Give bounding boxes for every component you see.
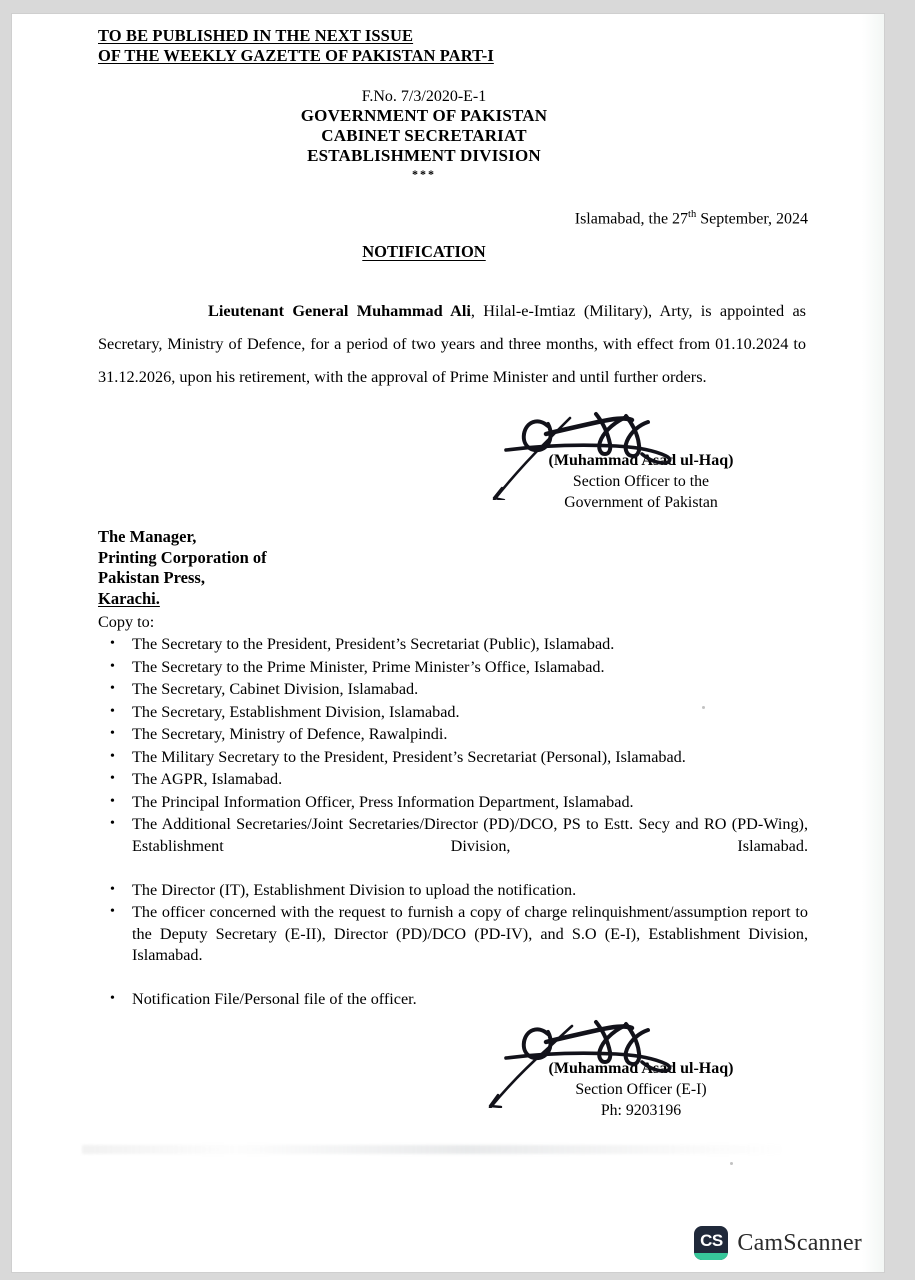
camscanner-logo-icon [694, 1226, 728, 1260]
star-divider: *** [412, 167, 436, 181]
signature-top-title-2: Government of Pakistan [564, 494, 718, 512]
camscanner-watermark [694, 1226, 862, 1260]
list-item: • The Additional Secretaries/Joint Secretaries/Director (PD)/DCO, PS to Estt. Secy and RO (PD-Wing), Establishment Division, Islamabad. [98, 814, 808, 879]
addressee-line-2: Printing Corporation of [98, 547, 267, 567]
government-line-2: CABINET SECRETARIAT [321, 126, 527, 145]
page-title-text: NOTIFICATION [362, 242, 486, 262]
camscanner-logo-accent-bar [694, 1253, 728, 1260]
copy-to-label: Copy to: [98, 613, 155, 632]
publication-note-line-1: TO BE PUBLISHED IN THE NEXT ISSUE [98, 26, 414, 45]
government-line-3: ESTABLISHMENT DIVISION [307, 146, 541, 165]
signature-top-title-1: Section Officer to the [572, 473, 710, 491]
signature-bottom-title-1: Section Officer (E-I) [575, 1080, 707, 1098]
dateline [98, 209, 808, 228]
list-item: • The Military Secretary to the President, President’s Secretariat (Personal), Islamabad. [98, 747, 808, 769]
body-subject: Lieutenant General Muhammad Ali [208, 301, 471, 321]
document-content [98, 26, 808, 1121]
signature-bottom-name: (Muhammad Asad ul-Haq) [548, 1059, 734, 1077]
addressee-line-3: Pakistan Press, [98, 568, 205, 588]
dateline-rest: September, 2024 [696, 210, 808, 228]
signature-block-top [476, 450, 806, 513]
camscanner-logo-text: CS [700, 1231, 723, 1250]
scan-speck [702, 706, 705, 709]
list-item: • The Secretary, Establishment Division, Islamabad. [98, 702, 808, 724]
body-text: , Hilal-e-Imtiaz (Military), Arty, is appointed as Secretary, Ministry of Defence, for a period of two years and three months, with effect from 01.10.2024 to 31.12.2026, upon his retirement, with the approval of Prime Minister and until further orders. [98, 301, 807, 387]
list-item: • The Secretary, Ministry of Defence, Rawalpindi. [98, 724, 808, 746]
scan-artifact [82, 1145, 782, 1154]
page-title [98, 242, 808, 262]
list-item: • The Secretary, Cabinet Division, Islamabad. [98, 679, 808, 701]
body-paragraph [98, 294, 806, 393]
list-item: • The Director (IT), Establishment Division to upload the notification. [98, 880, 808, 902]
camscanner-wordmark: CamScanner [737, 1229, 862, 1256]
list-item: • The AGPR, Islamabad. [98, 769, 808, 791]
copy-distribution-list [98, 634, 808, 1011]
publication-note [98, 26, 808, 65]
list-item: • The Secretary to the Prime Minister, Prime Minister’s Office, Islamabad. [98, 657, 808, 679]
dateline-ordinal: th [688, 209, 697, 220]
scan-speck [730, 1162, 733, 1165]
list-item: • The Principal Information Officer, Press Information Department, Islamabad. [98, 792, 808, 814]
list-item: • The Secretary to the President, President’s Secretariat (Public), Islamabad. [98, 634, 808, 656]
government-header [98, 106, 808, 166]
file-number: F.No. 7/3/2020-E-1 [361, 88, 487, 105]
list-item: • The officer concerned with the request to furnish a copy of charge relinquishment/assumption report to the Deputy Secretary (E-II), Director (PD)/DCO (PD-IV), and S.O (E-I), Establishment Division, Islamabad. [98, 902, 808, 988]
publication-note-line-2: OF THE WEEKLY GAZETTE OF PAKISTAN PART-I [98, 45, 494, 65]
signature-top-name: (Muhammad Asad ul-Haq) [548, 452, 734, 470]
document-page [12, 14, 884, 1272]
signature-bottom-phone: Ph: 9203196 [600, 1101, 682, 1119]
dateline-prefix: Islamabad, the 27 [574, 210, 689, 228]
addressee-line-1: The Manager, [98, 527, 197, 547]
signature-block-bottom [476, 1058, 806, 1121]
addressee-block [98, 527, 808, 632]
list-item: • Notification File/Personal file of the officer. [98, 989, 808, 1011]
government-line-1: GOVERNMENT OF PAKISTAN [300, 106, 548, 125]
addressee-city: Karachi. [98, 588, 160, 608]
